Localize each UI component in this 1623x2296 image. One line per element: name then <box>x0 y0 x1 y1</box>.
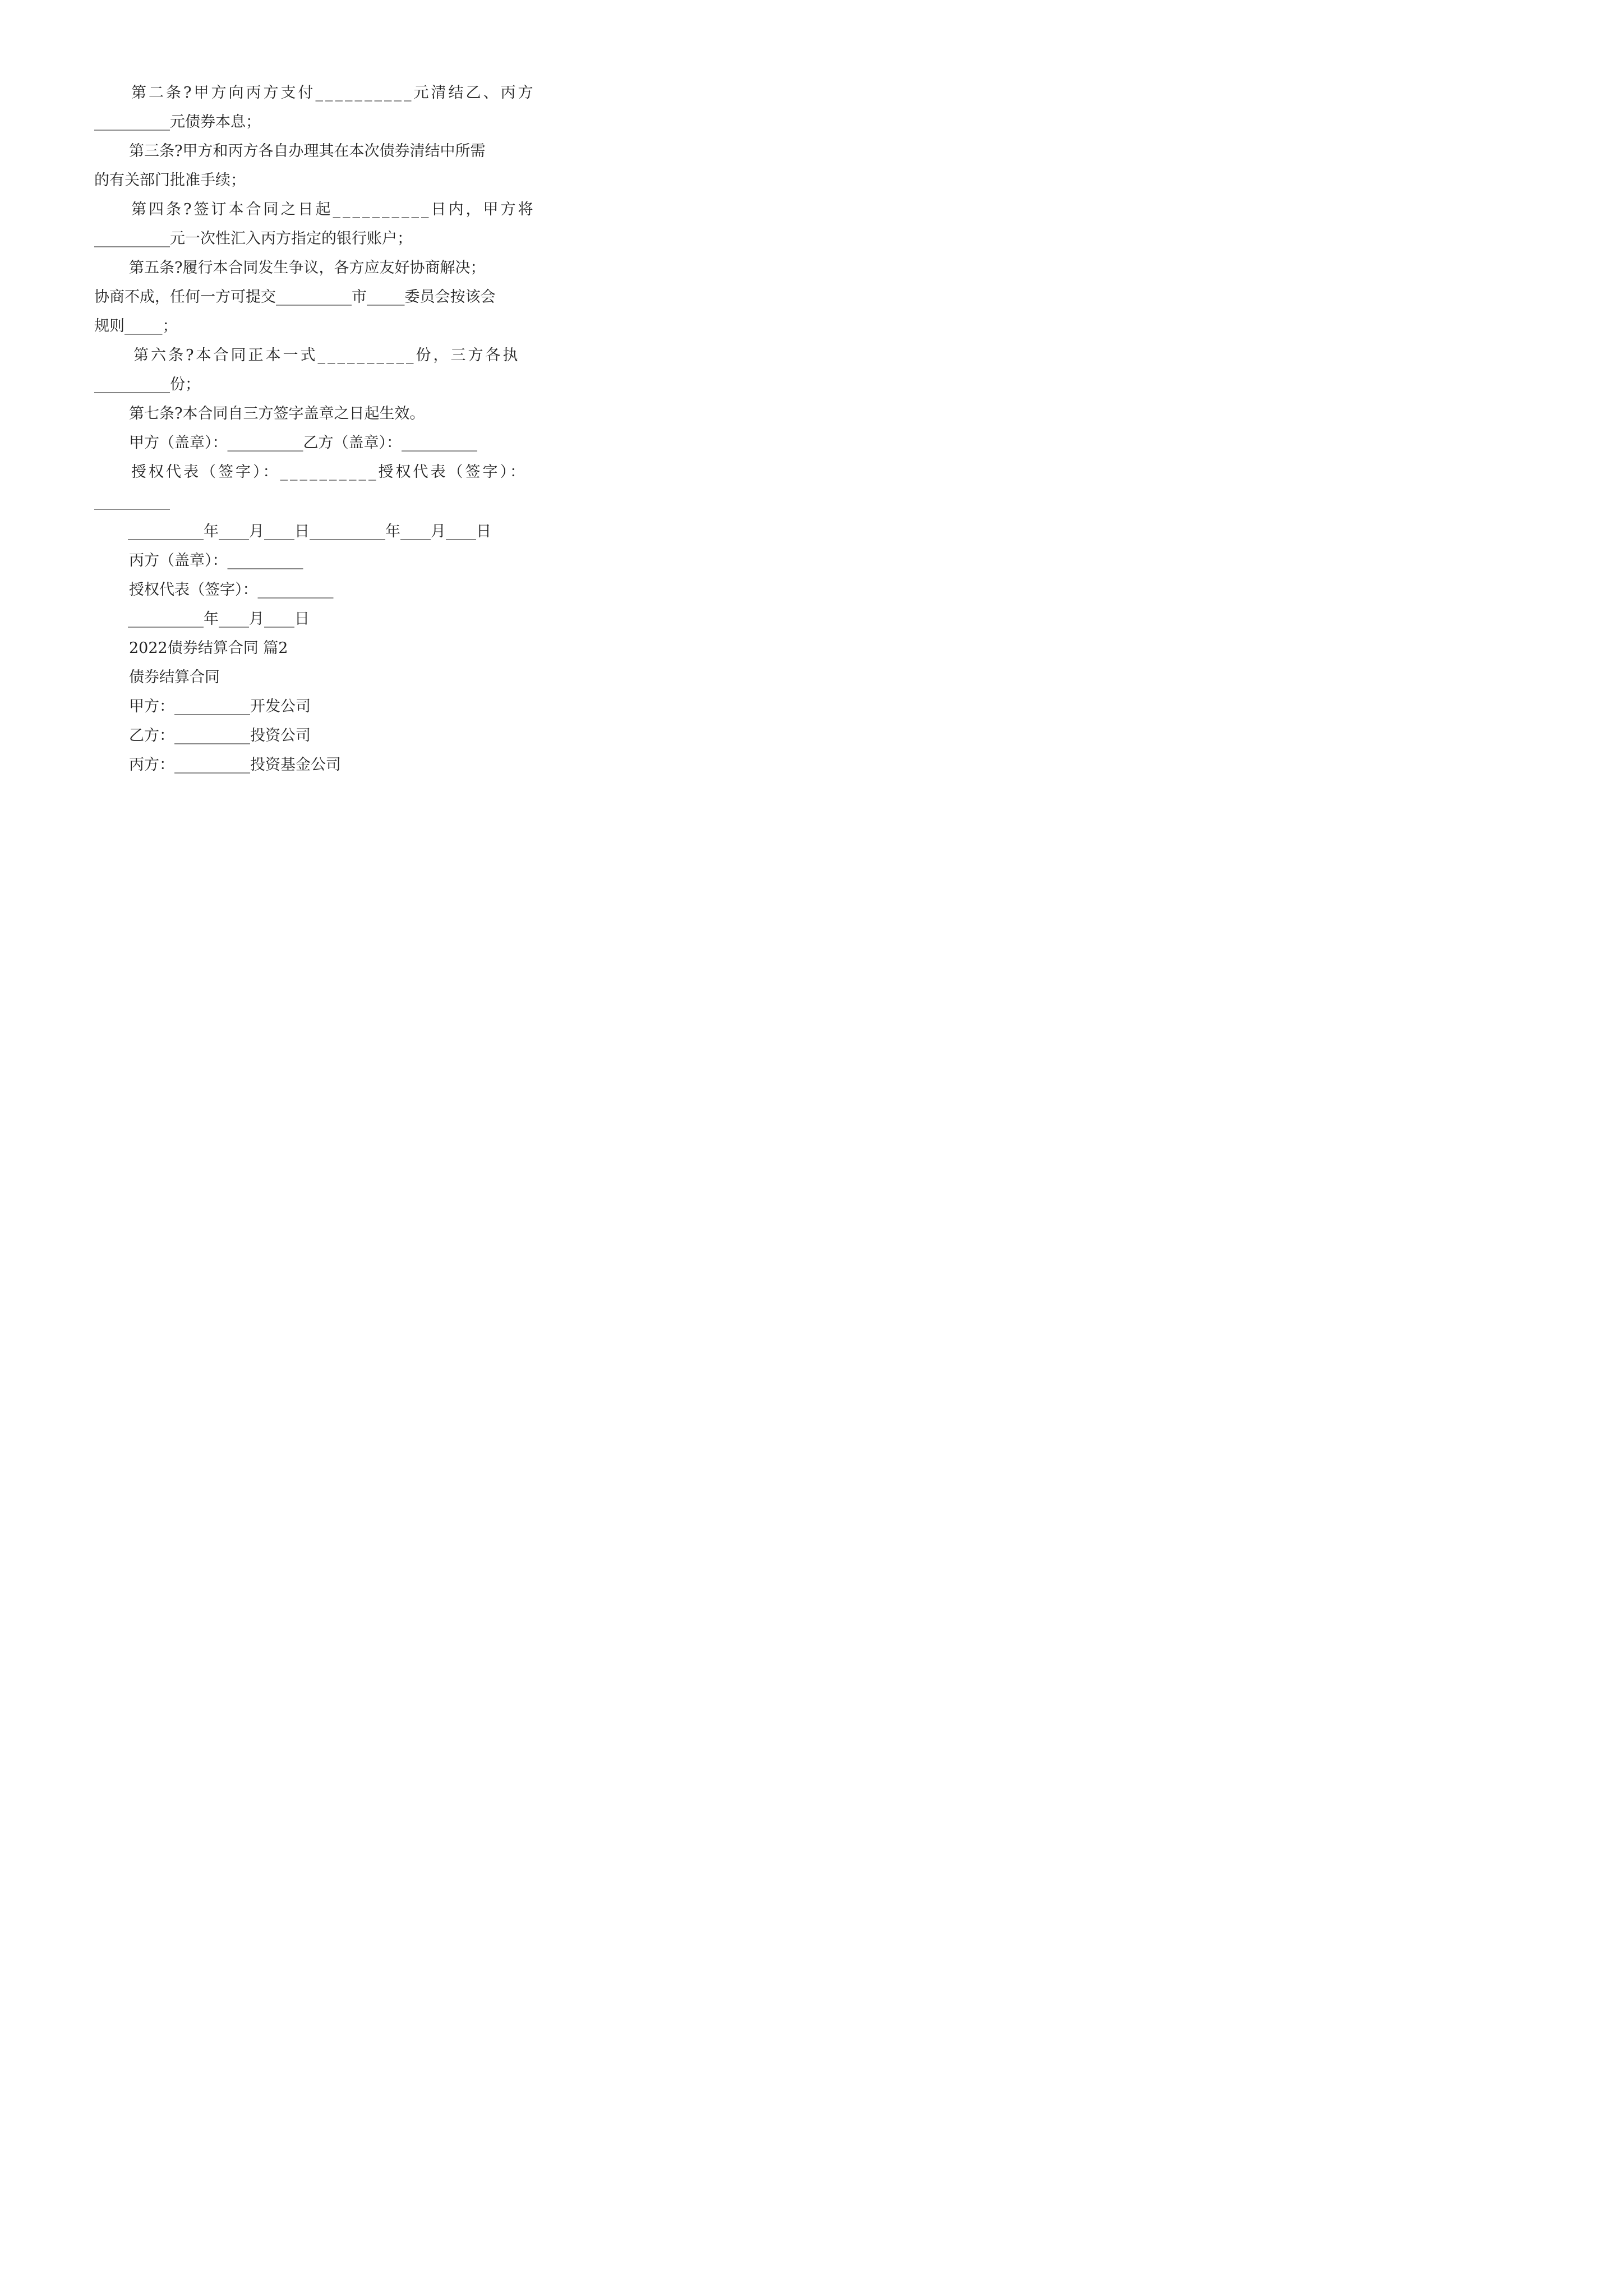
article-5-line-3: 规则_____； <box>94 318 178 335</box>
party-a-line: 甲方：__________开发公司 <box>129 698 311 715</box>
party-c-representative-line: 授权代表（签字）：__________ <box>129 581 334 599</box>
party-c-seal-line: 丙方（盖章）：__________ <box>129 552 303 569</box>
article-5-line-1: 第五条?履行本合同发生争议，各方应友好协商解决； <box>129 259 486 277</box>
article-3-line-1: 第三条?甲方和丙方各自办理其在本次债券清结中所需 <box>129 142 486 160</box>
representative-signature-line: 授权代表（签字）：__________授权代表（签字）： <box>131 463 527 481</box>
section-heading: 2022债券结算合同 篇2 <box>129 639 288 657</box>
representative-blank: __________ <box>94 493 170 510</box>
party-a-b-seal-line: 甲方（盖章）：__________乙方（盖章）：__________ <box>129 434 477 452</box>
party-c-line: 丙方：__________投资基金公司 <box>129 756 341 774</box>
article-3-line-2: 的有关部门批准手续； <box>94 172 246 189</box>
document-page <box>0 0 617 872</box>
article-5-line-2: 协商不成，任何一方可提交__________市_____委员会按该会 <box>94 288 496 306</box>
article-7: 第七条?本合同自三方签字盖章之日起生效。 <box>129 405 425 422</box>
party-b-line: 乙方：__________投资公司 <box>129 727 311 744</box>
article-6-line-2: __________份； <box>94 376 200 393</box>
article-2-line-2: __________元债券本息； <box>94 113 261 131</box>
contract-title: 债券结算合同 <box>129 669 220 686</box>
date-line-c: __________年____月____日 <box>128 610 310 628</box>
date-line-a-b: __________年____月____日__________年____月____日 <box>128 523 491 540</box>
article-4-line-1: 第四条?签订本合同之日起__________日内，甲方将 <box>131 201 536 218</box>
article-2-line-1: 第二条?甲方向丙方支付__________元清结乙、丙方 <box>131 84 536 102</box>
article-6-line-1: 第六条?本合同正本一式__________份，三方各执 <box>133 347 520 364</box>
article-4-line-2: __________元一次性汇入丙方指定的银行账户； <box>94 230 412 247</box>
